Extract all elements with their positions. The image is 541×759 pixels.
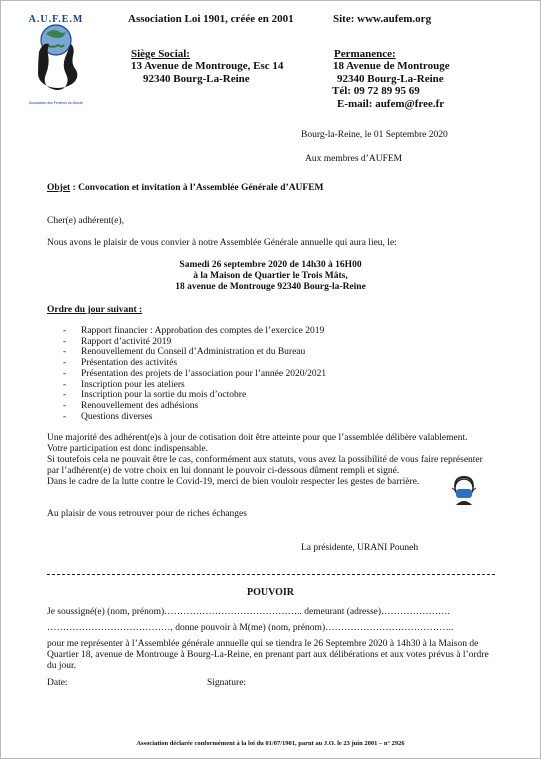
agenda-title: Ordre du jour suivant : xyxy=(47,305,143,315)
objet-text: : Convocation et invitation à l’Assemblée Générale d’AUFEM xyxy=(70,183,324,193)
objet-label: Objet xyxy=(47,183,71,193)
siege-line2: 92340 Bourg-La-Reine xyxy=(143,73,250,85)
intro-text: Nous avons le plaisir de vous convier à notre Assemblée Générale annuelle qui aura lieu, le: xyxy=(47,238,397,248)
event-line1: Samedi 26 septembre 2020 de 14h30 à 16H00 xyxy=(179,260,362,270)
cut-line xyxy=(47,574,495,575)
permanence-title: Permanence: xyxy=(334,48,396,60)
pouvoir-line1: Je soussigné(e) (nom, prénom)…………………………………….. demeurant (adresse)…………………. xyxy=(47,607,450,617)
list-item: - Présentation des projets de l’association pour l’année 2020/2021 xyxy=(63,368,327,379)
objet-line xyxy=(47,183,324,193)
pouvoir-title: POUVOIR xyxy=(246,587,295,598)
permanence-tel: Tél: 09 72 89 95 69 xyxy=(332,85,420,97)
face-mask-icon xyxy=(449,475,479,507)
pouvoir-line5: du jour. xyxy=(47,661,77,671)
list-item: - Rapport d’activité 2019 xyxy=(63,336,172,347)
footer-text: Association déclarée conformément à la loi du 01/07/1901, parut au J.O. le 23 juin 2001 – n° 2926 xyxy=(136,740,405,747)
body-paragraph: par l’adhérent(e) de votre choix en lui donnant le pouvoir ci-dessous dûment rempli et signé. xyxy=(47,466,400,476)
recipients: Aux membres d’AUFEM xyxy=(305,154,403,164)
permanence-line2: 92340 Bourg-La-Reine xyxy=(337,73,444,85)
permanence-line1: 18 Avenue de Montrouge xyxy=(333,60,450,72)
siege-line1: 13 Avenue de Montrouge, Esc 14 xyxy=(131,60,284,72)
pouvoir-line2: …………………………………, donne pouvoir à M(me) (nom, prénom)………………………………….. xyxy=(47,623,454,633)
list-item: - Questions diverses xyxy=(63,411,153,422)
pouvoir-line3: pour me représenter à l’Assemblée générale annuelle qui se tiendra le 26 Septembre 2020 à 14h30 à la Maison de xyxy=(47,639,479,649)
body-paragraph: Votre participation est donc indispensable. xyxy=(47,444,209,454)
list-item: - Inscription pour les ateliers xyxy=(63,379,185,390)
body-paragraph: Dans le cadre de la lutte contre le Covid-19, merci de bien vouloir respecter les gestes de barrière. xyxy=(47,477,420,487)
event-line3: 18 avenue de Montrouge 92340 Bourg-la-Reine xyxy=(175,282,366,292)
body-paragraph: Une majorité des adhérent(e)s à jour de cotisation doit être atteinte pour que l’assemblée délibère valablement. xyxy=(47,433,468,443)
salutation: Cher(e) adhérent(e), xyxy=(47,216,125,226)
body-paragraph: Si toutefois cela ne pouvait être le cas, conformément aux statuts, vous avez la possibilité de vous faire représenter xyxy=(47,455,483,465)
list-item: - Renouvellement des adhésions xyxy=(63,400,199,411)
list-item: - Renouvellement du Conseil d’Administration et du Bureau xyxy=(63,347,306,358)
president-signature: La présidente, URANI Pouneh xyxy=(301,543,419,553)
agenda-list xyxy=(63,326,326,422)
logo-caption: Association des Femmes du Monde xyxy=(29,101,83,105)
signature-label: Signature: xyxy=(207,678,247,688)
logo-text: A.U.F.E.M xyxy=(28,14,84,25)
association-title: Association Loi 1901, créée en 2001 xyxy=(128,13,294,25)
list-item: - Présentation des activités xyxy=(63,358,178,369)
siege-title: Siège Social: xyxy=(131,48,190,60)
permanence-email: E-mail: aufem@free.fr xyxy=(337,98,445,110)
closing-text: Au plaisir de vous retrouver pour de riches échanges xyxy=(47,509,247,519)
list-item: - Rapport financier : Approbation des comptes de l’exercice 2019 xyxy=(63,326,325,336)
date-label: Date: xyxy=(47,678,68,688)
aufem-logo xyxy=(26,12,86,108)
event-line2: à la Maison de Quartier le Trois Mâts, xyxy=(193,271,348,281)
website: Site: www.aufem.org xyxy=(333,13,432,25)
pouvoir-line4: Quartier 18, avenue de Montrouge à Bourg-La-Reine, en prenant part aux délibérations et aux votes prévus à l’ordre xyxy=(47,650,489,660)
date-line: Bourg-la-Reine, le 01 Septembre 2020 xyxy=(301,130,448,140)
list-item: - Inscription pour la sortie du mois d’octobre xyxy=(63,390,247,401)
